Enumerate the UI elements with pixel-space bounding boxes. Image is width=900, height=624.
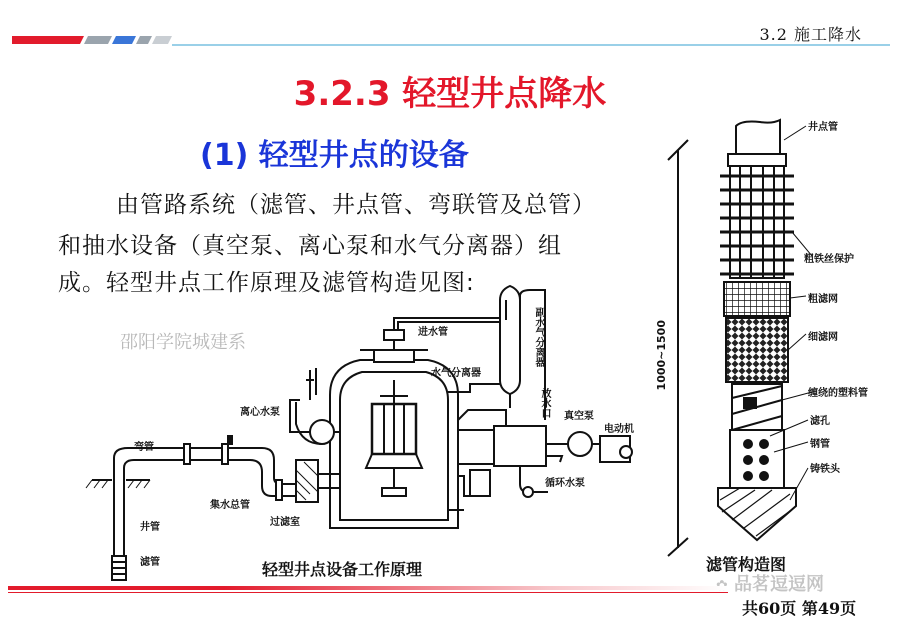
label-filter-pipe: 滤管 (140, 557, 160, 568)
left-diagram-caption: 轻型井点设备工作原理 (262, 560, 423, 579)
label-circulation-pump: 循环水泵 (545, 478, 585, 489)
right-diagram-caption: 滤管构造图 (706, 555, 787, 574)
paragraph-line-1: 由管路系统（滤管、井点管、弯联管及总管） (116, 192, 596, 218)
label-coarse-mesh: 粗滤网 (808, 294, 838, 305)
page-info: 共60页 第49页 (742, 599, 857, 618)
label-well-pipe: 井管 (140, 522, 160, 533)
label-coarse-wire: 粗铁丝保护 (804, 254, 854, 265)
label-cast-head: 铸铁头 (810, 464, 840, 475)
footer-line (8, 592, 728, 593)
label-vacuum-pump: 真空泵 (564, 411, 594, 422)
page-title: 3.2.3 轻型井点降水 (293, 74, 607, 114)
label-elbow: 弯管 (134, 442, 154, 453)
label-plastic-pipe: 缠绕的塑料管 (808, 388, 868, 399)
school-watermark: 邵阳学院城建系 (120, 332, 246, 353)
label-drain: 放水口 (539, 388, 550, 418)
label-steel-pipe: 钢管 (810, 439, 830, 450)
label-well-point-pipe: 井点管 (808, 122, 838, 133)
label-separator: 水气分离器 (431, 368, 481, 379)
brand-watermark (716, 570, 824, 596)
label-centrifugal-pump: 离心水泵 (240, 407, 280, 418)
label-inlet-pipe: 进水管 (418, 327, 448, 338)
footer-bar (8, 586, 728, 590)
brand-watermark-text: 品茗逗逗网 (734, 574, 825, 595)
paragraph-line-2: 和抽水设备（真空泵、离心泵和水气分离器）组 (58, 233, 562, 259)
dimension-label: 1000~1500 (655, 320, 668, 391)
label-filter-chamber: 过滤室 (270, 517, 300, 528)
label-collector: 集水总管 (210, 500, 250, 511)
subtitle: (1) 轻型井点的设备 (200, 138, 469, 173)
label-filter-hole: 滤孔 (810, 416, 830, 427)
paragraph-line-3: 成。轻型井点工作原理及滤管构造见图: (58, 270, 475, 296)
label-secondary-separator: 副水气分离器 (533, 307, 544, 367)
label-fine-mesh: 细滤网 (808, 332, 838, 343)
label-motor: 电动机 (604, 424, 634, 435)
section-label: 3.2 施工降水 (759, 25, 862, 44)
